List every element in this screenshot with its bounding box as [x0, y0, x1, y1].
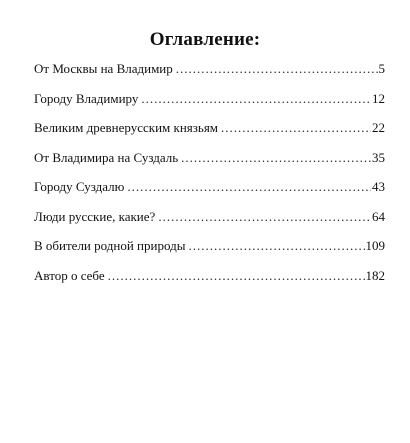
dot-leader — [141, 91, 371, 107]
toc-entry-page: 5 — [378, 61, 385, 76]
toc-entry-page: 22 — [372, 120, 385, 135]
toc-entry-label: От Владимира на Суздаль — [34, 149, 179, 165]
dot-leader — [221, 120, 371, 136]
dot-leader — [127, 179, 371, 195]
toc-entry — [34, 268, 385, 298]
toc-entry-page: 12 — [372, 90, 385, 106]
toc-entry-page: 64 — [372, 208, 385, 224]
toc-entry-label: Городу Суздалю — [34, 179, 125, 194]
toc-entry — [34, 120, 385, 150]
toc-entry-page: 43 — [372, 179, 385, 194]
toc-entry — [34, 150, 385, 180]
dot-leader — [181, 150, 371, 166]
dot-leader — [158, 209, 371, 225]
dot-leader — [108, 268, 365, 284]
toc-entry — [34, 61, 385, 91]
toc-entry-label: В обители родной природы — [34, 238, 186, 253]
toc-entry-label: От Москвы на Владимир — [34, 61, 173, 76]
page-title: Оглавление: — [149, 29, 261, 50]
toc-entry-page: 109 — [365, 238, 385, 253]
toc-entry — [34, 179, 385, 209]
toc-entry — [34, 238, 385, 268]
table-of-contents — [34, 61, 385, 297]
toc-entry-page: 35 — [372, 149, 385, 165]
toc-entry — [34, 209, 385, 239]
toc-entry-page: 182 — [365, 267, 385, 283]
toc-entry-label: Автор о себе — [34, 267, 105, 283]
toc-entry-label: Люди русские, какие? — [34, 208, 156, 224]
dot-leader — [176, 61, 378, 77]
toc-entry-label: Великим древнерусским князьям — [34, 120, 219, 135]
dot-leader — [188, 238, 364, 254]
toc-entry — [34, 91, 385, 121]
toc-entry-label: Городу Владимиру — [34, 90, 139, 106]
